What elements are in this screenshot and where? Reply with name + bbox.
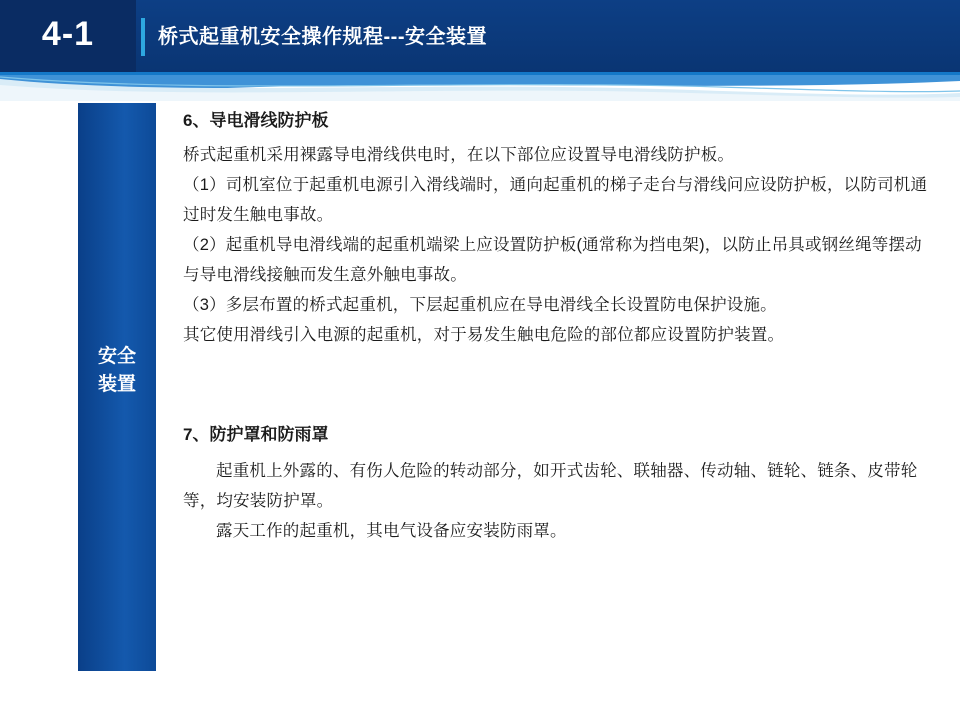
decorative-swoosh: [0, 75, 960, 101]
section-7: [183, 422, 933, 546]
section-6-heading: 6、导电滑线防护板: [183, 111, 329, 130]
section-6-paragraph-4: （3）多层布置的桥式起重机，下层起重机应在导电滑线全长设置防电保护设施。: [183, 296, 777, 314]
sidebar-tab-safety-device[interactable]: [78, 103, 156, 671]
section-6-paragraph-2: （1）司机室位于起重机电源引入滑线端时，通向起重机的梯子走台与滑线问应设防护板，以防司机通过时发生触电事故。: [183, 176, 928, 224]
header-divider: [141, 18, 145, 56]
slide-content: [183, 108, 933, 546]
section-6: [183, 108, 933, 350]
section-6-paragraph-5: 其它使用滑线引入电源的起重机，对于易发生触电危险的部位都应设置防护装置。: [183, 326, 785, 344]
section-7-paragraph-2: 露天工作的起重机，其电气设备应安装防雨罩。: [216, 522, 567, 540]
sidebar-tab-label: [78, 343, 156, 399]
section-7-heading: 7、防护罩和防雨罩: [183, 425, 329, 444]
chapter-number: 4-1: [41, 15, 95, 53]
section-6-paragraph-3: （2）起重机导电滑线端的起重机端梁上应设置防护板(通常称为挡电架)，以防止吊具或钢丝绳等摆动与导电滑线接触而发生意外触电事故。: [183, 236, 922, 284]
sidebar-tab-label-line1: 安全: [97, 346, 136, 367]
slide-header: [0, 0, 960, 72]
section-7-paragraph-1: 起重机上外露的、有伤人危险的转动部分，如开式齿轮、联轴器、传动轴、链轮、链条、皮带轮等，均安装防护罩。: [183, 462, 918, 510]
sidebar-tab-label-line2: 装置: [97, 374, 136, 395]
page-title: 桥式起重机安全操作规程---安全装置: [158, 26, 487, 48]
section-6-paragraph-1: 桥式起重机采用裸露导电滑线供电时，在以下部位应设置导电滑线防护板。: [183, 146, 735, 164]
